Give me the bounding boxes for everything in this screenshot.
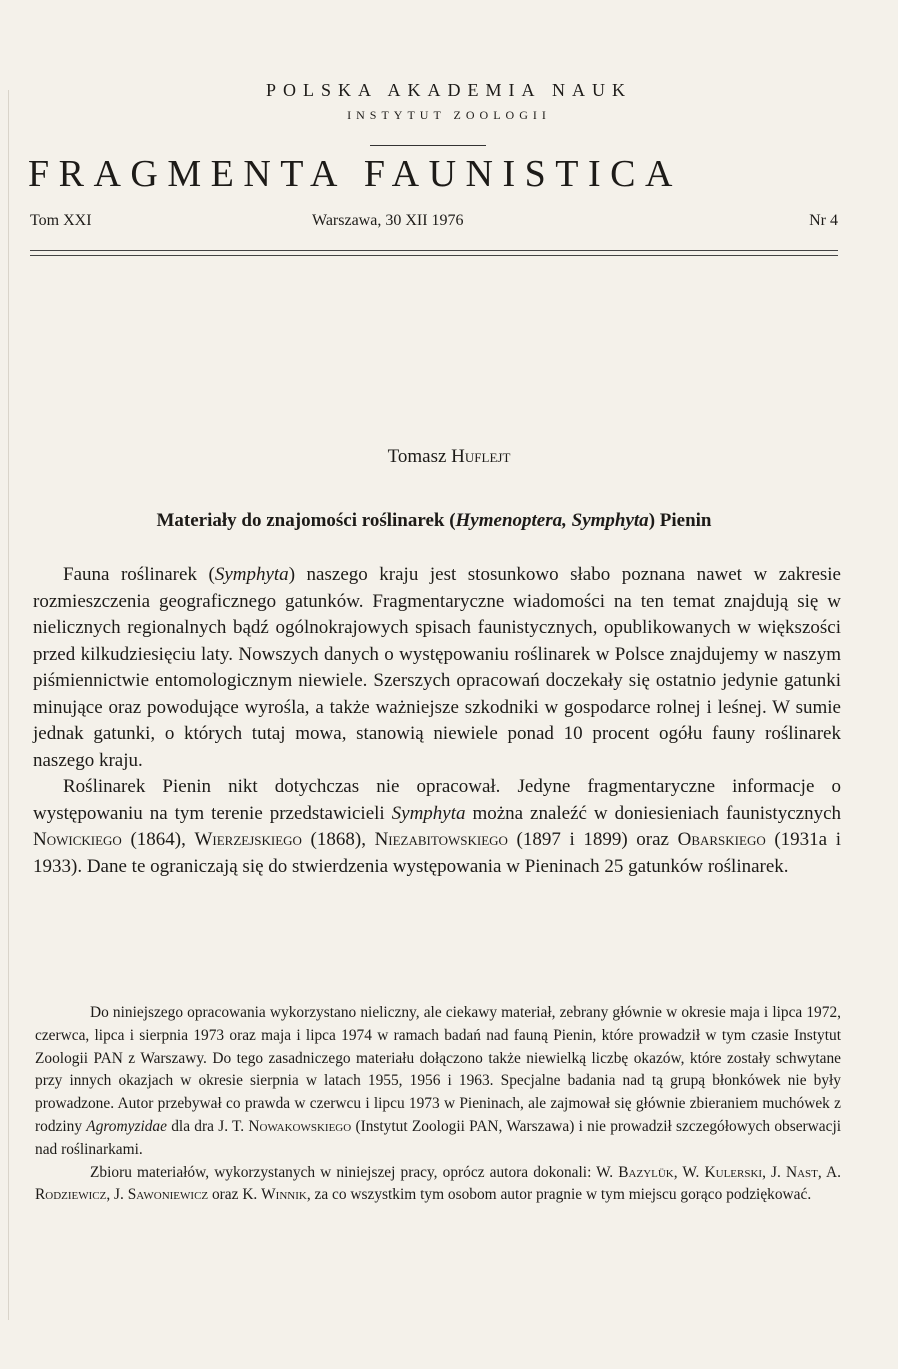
p2-taxon: Symphyta — [391, 802, 466, 824]
title-taxon: Hymenoptera, Symphyta — [455, 510, 649, 531]
issue-info — [30, 212, 838, 236]
n1-author: Nowakowskiego — [248, 1117, 352, 1135]
academy-name: POLSKA AKADEMIA NAUK — [265, 80, 633, 100]
journal-title: FRAGMENTA FAUNISTICA — [28, 153, 682, 195]
collector-6: Winnik — [261, 1186, 307, 1204]
p2-text-d: (1868), — [301, 829, 375, 850]
institute-name: INSTYTUT ZOOLOGII — [347, 108, 551, 122]
place-date: Warszawa, 30 XII 1976 — [312, 212, 464, 229]
title-text-2: ) Pienin — [648, 510, 712, 531]
n1-text-c: (Instytut Zoologii PAN, Warszawa) i nie prowadził szczegółowych obserwacji nad roślinarkami. — [35, 1117, 841, 1158]
paragraph-2 — [33, 774, 841, 880]
volume-label: Tom XXI — [30, 212, 92, 229]
collector-4: Rodziewicz — [35, 1186, 107, 1204]
p2-author-1: Nowickiego — [33, 829, 122, 850]
p1-text-a: Fauna roślinarek ( — [63, 564, 215, 585]
issue-number: Nr 4 — [809, 212, 838, 229]
n2-text-f: oraz K. — [208, 1186, 262, 1204]
author-last-name: Huflejt — [451, 446, 511, 467]
page-edge-line — [8, 90, 9, 1320]
collector-1: Bazylük — [618, 1163, 674, 1181]
title-text-1: Materiały do znajomości roślinarek ( — [156, 510, 456, 531]
n2-text-d: , A. — [817, 1163, 841, 1181]
p2-text-e: (1897 i 1899) oraz — [507, 829, 678, 850]
n2-text-g: , za co wszystkim tym osobom autor pragnie w tym miejscu gorąco podziękować. — [306, 1186, 812, 1204]
paragraph-1 — [33, 562, 841, 774]
materials-text — [35, 1002, 841, 1207]
n2-text-a: Zbioru materiałów, wykorzystanych w niniejszej pracy, oprócz autora dokonali: W. — [90, 1163, 619, 1181]
p2-author-2: Wierzejskiego — [194, 829, 302, 850]
p2-text-f: (1931a i 1933). Dane te ograniczają się do stwierdzenia występowania w Pieninach 25 gatunków roślinarek. — [33, 829, 841, 877]
author-first-name: Tomasz — [387, 446, 447, 467]
p2-text-a: Roślinarek Pienin nikt dotychczas nie opracował. Jedyne fragmentaryczne informacje o występowaniu na tym terenie przedstawicieli — [33, 776, 841, 824]
note-paragraph-2 — [35, 1162, 841, 1208]
n1-taxon: Agromyzidae — [86, 1117, 167, 1135]
n2-text-b: , W. — [673, 1163, 705, 1181]
p2-text-b: można znaleźć w doniesieniach faunistycznych — [465, 802, 841, 824]
main-text — [33, 562, 841, 880]
p1-text-b: ) naszego kraju jest stosunkowo słabo poznana nawet w zakresie rozmieszczenia geograficznego gatunków. Fragmentaryczne wiadomości na ten temat znajdują się w nielicznych regionalnych bądź ogólnokrajowych spisach faunistycznych, opublikowanych w większości przed kilkudziesięciu laty. Nowszych danych o występowaniu roślinarek w Polsce znajdujemy w naszym piśmiennictwie entomologicznym niewiele. Szerszych opracowań doczekały się ostatnio jedynie gatunki minujące oraz powodujące wyrośla, a także ważniejsze szkodniki w gospodarce rolnej i leśnej. W sumie jednak gatunki, o których tutaj mowa, stanowią niewiele ponad 10 procent ogółu fauny roślinarek naszego kraju. — [33, 564, 841, 771]
collector-3: Nast — [786, 1163, 818, 1181]
author-name — [0, 446, 898, 468]
p2-author-4: Obarskiego — [677, 829, 766, 850]
collector-2: Kulerski — [704, 1163, 763, 1181]
masthead-double-rule — [30, 250, 838, 256]
header-divider — [370, 145, 486, 146]
note-paragraph-1 — [35, 1002, 841, 1162]
n1-text-b: dla dra J. T. — [166, 1117, 249, 1135]
n2-text-c: , J. — [762, 1163, 786, 1181]
n2-text-e: , J. — [106, 1186, 128, 1204]
collector-5: Sawoniewicz — [127, 1186, 209, 1204]
p1-taxon: Symphyta — [214, 564, 289, 585]
p2-text-c: (1864), — [121, 829, 195, 850]
p2-author-3: Niezabitowskiego — [374, 829, 508, 850]
article-title — [30, 510, 838, 532]
n1-text-a: Do niniejszego opracowania wykorzystano nieliczny, ale ciekawy materiał, zebrany głównie w okresie maja i lipca 1972, czerwca, lipca i sierpnia 1973 oraz maja i lipca 1974 w ramach badań nad fauną Pienin, które prowadził w tym czasie Instytut Zoologii PAN z Warszawy. Do tego zasadniczego materiału dołączono także niewielką liczbę okazów, które zostały schwytane przy innych okazjach w okresie sierpnia w latach 1955, 1956 i 1963. Specjalne badania nad tą grupą błonkówek nie były prowadzone. Autor przebywał co prawda w czerwcu i lipcu 1973 w Pieninach, ale zajmował się głównie zbieraniem muchówek z rodziny — [35, 1004, 841, 1135]
